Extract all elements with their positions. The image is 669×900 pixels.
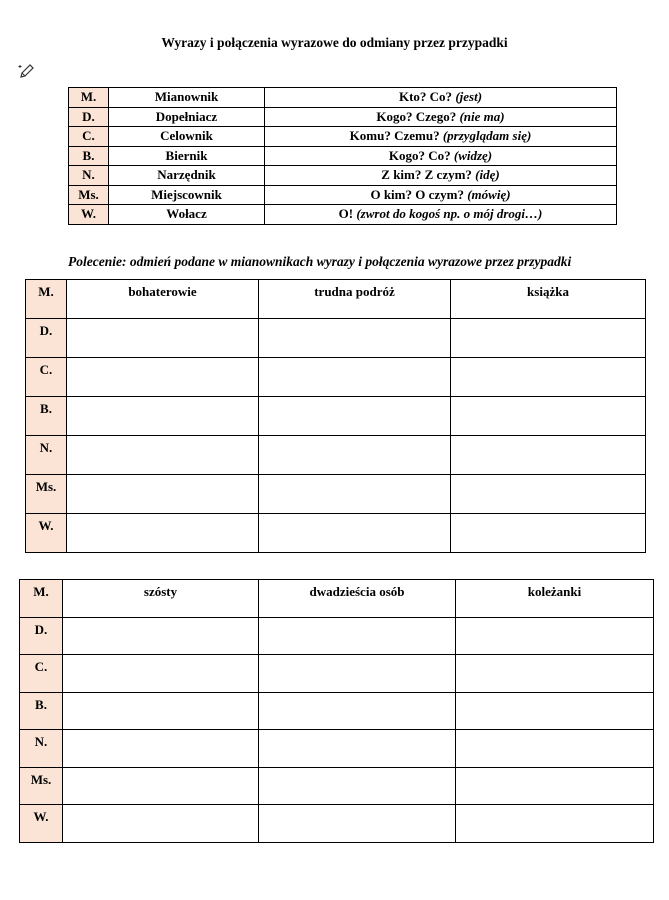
table-row	[26, 280, 646, 319]
case-abbr: B.	[26, 397, 67, 436]
answer-cell[interactable]	[259, 617, 456, 655]
answer-cell[interactable]	[451, 475, 646, 514]
case-question: Kogo? Czego? (nie ma)	[265, 107, 617, 127]
case-abbr: Ms.	[69, 185, 109, 205]
case-question: Komu? Czemu? (przyglądam się)	[265, 127, 617, 147]
case-abbr: W.	[20, 805, 63, 843]
case-abbr: B.	[69, 146, 109, 166]
table-row	[26, 397, 646, 436]
word-cell[interactable]: szósty	[63, 580, 259, 618]
table-row	[69, 146, 617, 166]
table-row	[26, 358, 646, 397]
declension-exercise-table-2	[19, 579, 654, 843]
table-row	[69, 88, 617, 108]
pen-sparkle-icon[interactable]	[18, 62, 36, 80]
case-abbr: C.	[69, 127, 109, 147]
answer-cell[interactable]	[456, 655, 654, 693]
answer-cell[interactable]	[259, 358, 451, 397]
word-cell[interactable]: koleżanki	[456, 580, 654, 618]
answer-cell[interactable]	[63, 617, 259, 655]
declension-exercise-table-1	[25, 279, 646, 553]
case-abbr: W.	[69, 205, 109, 225]
case-name: Narzędnik	[109, 166, 265, 186]
case-abbr: M.	[26, 280, 67, 319]
answer-cell[interactable]	[456, 692, 654, 730]
word-cell[interactable]: trudna podróż	[259, 280, 451, 319]
answer-cell[interactable]	[259, 514, 451, 553]
answer-cell[interactable]	[259, 319, 451, 358]
case-question: O! (zwrot do kogoś np. o mój drogi…)	[265, 205, 617, 225]
answer-cell[interactable]	[259, 767, 456, 805]
case-abbr: M.	[69, 88, 109, 108]
case-abbr: N.	[26, 436, 67, 475]
answer-cell[interactable]	[63, 655, 259, 693]
table-row	[20, 692, 654, 730]
case-name: Biernik	[109, 146, 265, 166]
answer-cell[interactable]	[67, 319, 259, 358]
table-row	[69, 185, 617, 205]
answer-cell[interactable]	[451, 514, 646, 553]
case-question: Kogo? Co? (widzę)	[265, 146, 617, 166]
word-cell[interactable]: książka	[451, 280, 646, 319]
table-row	[20, 730, 654, 768]
table-row	[26, 436, 646, 475]
answer-cell[interactable]	[451, 358, 646, 397]
table-row	[20, 767, 654, 805]
table-row	[69, 166, 617, 186]
table-row	[20, 580, 654, 618]
instruction-text: Polecenie: odmień podane w mianownikach wyrazy i połączenia wyrazowe przez przypadki	[68, 254, 572, 269]
case-name: Dopełniacz	[109, 107, 265, 127]
case-abbr: D.	[26, 319, 67, 358]
answer-cell[interactable]	[451, 436, 646, 475]
table-row	[26, 475, 646, 514]
case-abbr: B.	[20, 692, 63, 730]
answer-cell[interactable]	[259, 655, 456, 693]
answer-cell[interactable]	[259, 730, 456, 768]
table-row	[69, 127, 617, 147]
page-title: Wyrazy i połączenia wyrazowe do odmiany przez przypadki	[161, 35, 508, 50]
word-cell[interactable]: dwadzieścia osób	[259, 580, 456, 618]
answer-cell[interactable]	[456, 805, 654, 843]
answer-cell[interactable]	[451, 319, 646, 358]
case-abbr: M.	[20, 580, 63, 618]
answer-cell[interactable]	[456, 730, 654, 768]
case-abbr: N.	[69, 166, 109, 186]
case-name: Wołacz	[109, 205, 265, 225]
answer-cell[interactable]	[67, 514, 259, 553]
case-abbr: D.	[69, 107, 109, 127]
answer-cell[interactable]	[456, 767, 654, 805]
answer-cell[interactable]	[63, 805, 259, 843]
answer-cell[interactable]	[67, 397, 259, 436]
answer-cell[interactable]	[67, 436, 259, 475]
answer-cell[interactable]	[456, 617, 654, 655]
answer-cell[interactable]	[259, 692, 456, 730]
answer-cell[interactable]	[63, 692, 259, 730]
case-name: Miejscownik	[109, 185, 265, 205]
case-abbr: N.	[20, 730, 63, 768]
answer-cell[interactable]	[259, 805, 456, 843]
table-row	[69, 205, 617, 225]
answer-cell[interactable]	[67, 475, 259, 514]
answer-cell[interactable]	[451, 397, 646, 436]
case-abbr: W.	[26, 514, 67, 553]
answer-cell[interactable]	[259, 436, 451, 475]
table-row	[69, 107, 617, 127]
case-question: Kto? Co? (jest)	[265, 88, 617, 108]
table-row	[20, 617, 654, 655]
answer-cell[interactable]	[259, 397, 451, 436]
answer-cell[interactable]	[259, 475, 451, 514]
table-row	[26, 514, 646, 553]
case-abbr: C.	[20, 655, 63, 693]
case-name: Celownik	[109, 127, 265, 147]
table-row	[20, 655, 654, 693]
case-abbr: D.	[20, 617, 63, 655]
case-abbr: Ms.	[26, 475, 67, 514]
word-cell[interactable]: bohaterowie	[67, 280, 259, 319]
answer-cell[interactable]	[67, 358, 259, 397]
case-question: O kim? O czym? (mówię)	[265, 185, 617, 205]
case-abbr: C.	[26, 358, 67, 397]
answer-cell[interactable]	[63, 767, 259, 805]
table-row	[26, 319, 646, 358]
case-question: Z kim? Z czym? (idę)	[265, 166, 617, 186]
case-name: Mianownik	[109, 88, 265, 108]
case-reference-table	[68, 87, 617, 225]
table-row	[20, 805, 654, 843]
answer-cell[interactable]	[63, 730, 259, 768]
case-abbr: Ms.	[20, 767, 63, 805]
